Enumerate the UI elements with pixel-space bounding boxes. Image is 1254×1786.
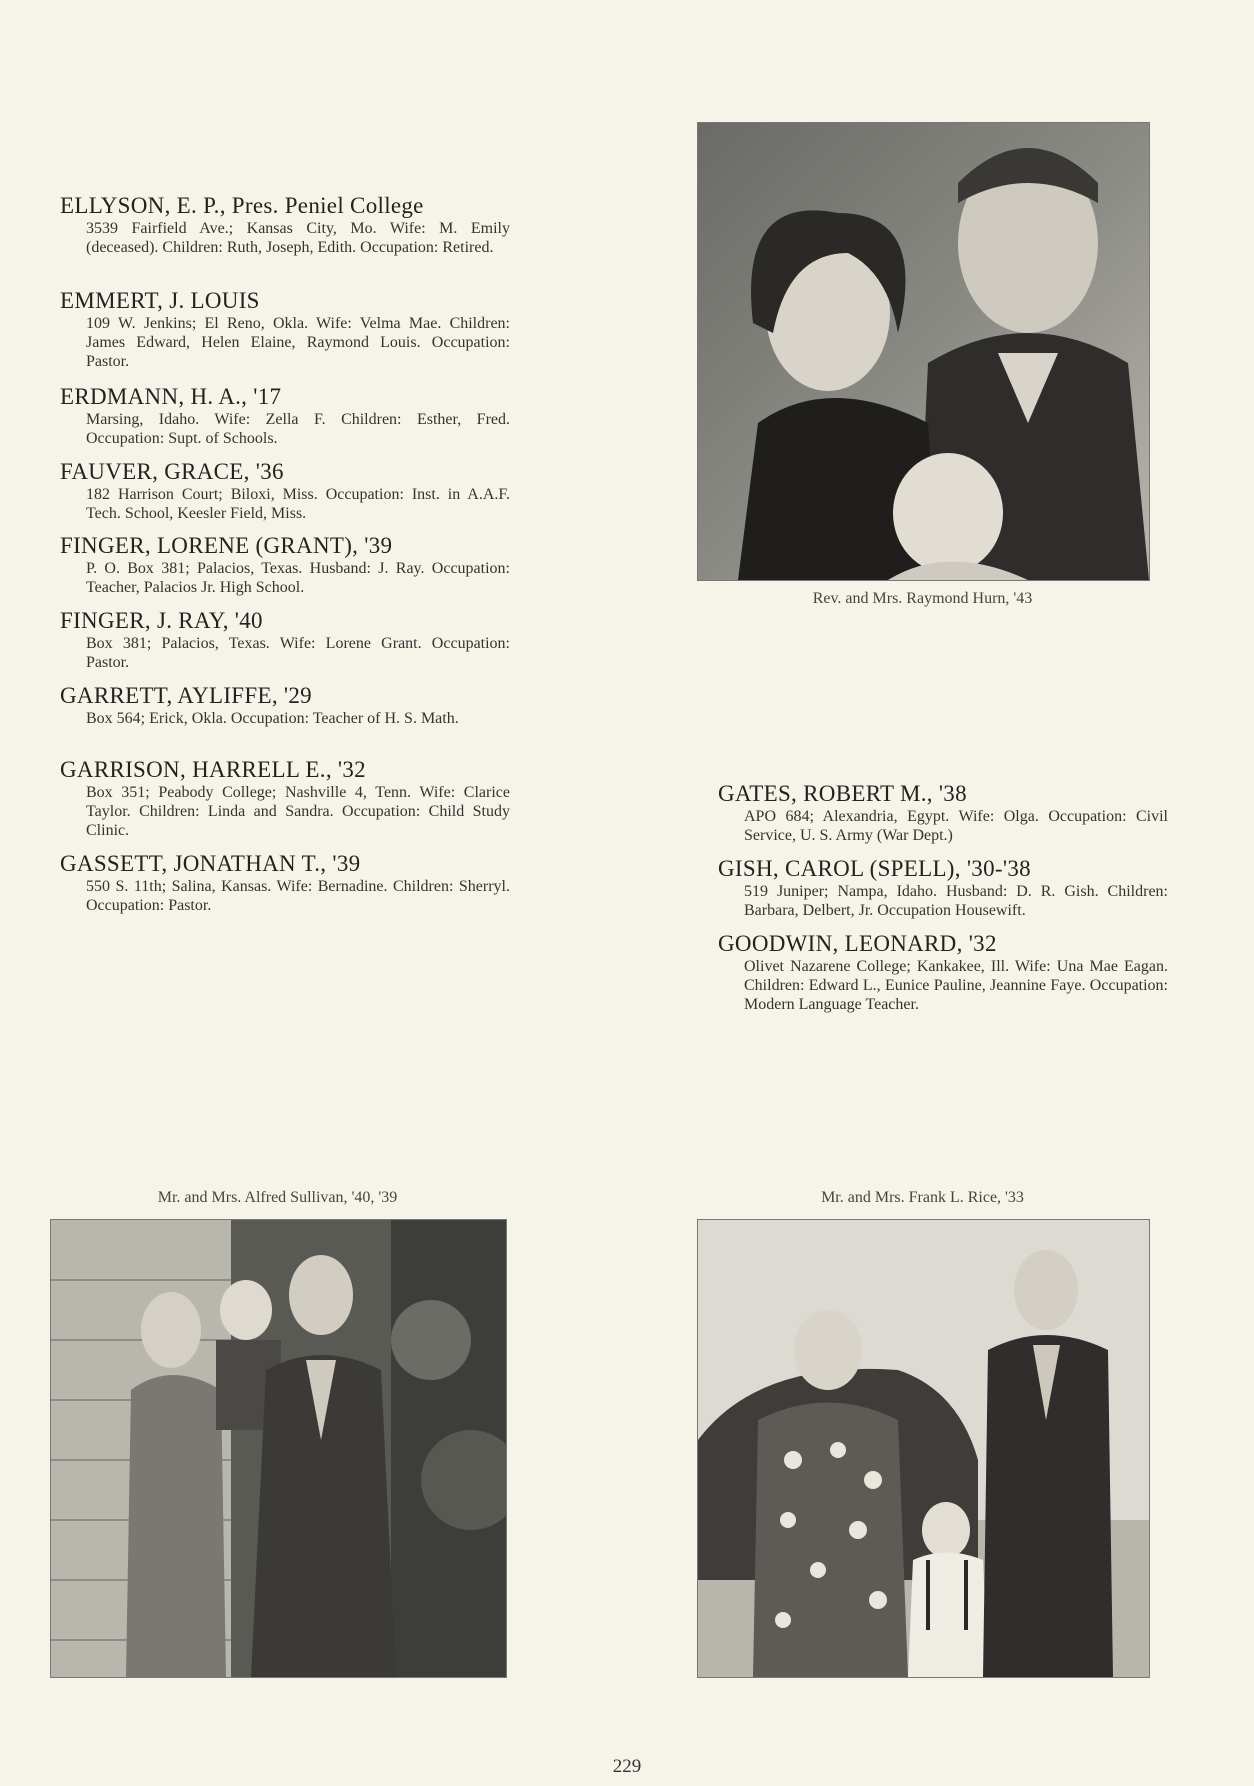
- entry-name: ELLYSON, E. P., Pres. Peniel College: [60, 193, 424, 218]
- hurn-photo-caption: Rev. and Mrs. Raymond Hurn, '43: [812, 590, 1033, 607]
- entry-name: FAUVER, GRACE, '36: [60, 459, 284, 484]
- alumni-entry: [60, 683, 510, 728]
- alumni-entry: [718, 931, 1168, 1014]
- entry-details: Box 381; Palacios, Texas. Wife: Lorene Grant. Occupation: Pastor.: [86, 635, 510, 671]
- entry-name: GATES, ROBERT M., '38: [718, 781, 967, 806]
- entry-name: GARRISON, HARRELL E., '32: [60, 757, 366, 782]
- entry-name: EMMERT, J. LOUIS: [60, 288, 260, 313]
- entry-name: GARRETT, AYLIFFE, '29: [60, 683, 312, 708]
- alumni-entry: [60, 384, 510, 448]
- rice-photo-caption: Mr. and Mrs. Frank L. Rice, '33: [821, 1189, 1024, 1206]
- entry-details: 550 S. 11th; Salina, Kansas. Wife: Bernadine. Children: Sherryl. Occupation: Pastor.: [86, 878, 510, 914]
- alumni-entry: [60, 533, 510, 597]
- entry-name: GISH, CAROL (SPELL), '30-'38: [718, 856, 1031, 881]
- sullivan-family-photo: [50, 1219, 507, 1678]
- entry-details: Olivet Nazarene College; Kankakee, Ill. Wife: Una Mae Eagan. Children: Edward L., Eunice Pauline, Jeannine Faye. Occupation: Modern Language Teacher.: [744, 958, 1168, 1013]
- alumni-entry: [60, 851, 510, 915]
- entry-details: Box 564; Erick, Okla. Occupation: Teacher of H. S. Math.: [86, 710, 459, 727]
- entry-name: FINGER, J. RAY, '40: [60, 608, 263, 633]
- entry-details: 182 Harrison Court; Biloxi, Miss. Occupation: Inst. in A.A.F. Tech. School, Keesler Field, Miss.: [86, 486, 510, 522]
- entry-details: APO 684; Alexandria, Egypt. Wife: Olga. Occupation: Civil Service, U. S. Army (War Dept.): [744, 808, 1168, 844]
- hurn-family-photo: [697, 122, 1150, 581]
- rice-family-photo: [697, 1219, 1150, 1678]
- entry-details: 109 W. Jenkins; El Reno, Okla. Wife: Velma Mae. Children: James Edward, Helen Elaine, Raymond Louis. Occupation: Pastor.: [86, 315, 510, 370]
- alumni-entry: [60, 459, 510, 523]
- alumni-entry: [60, 193, 510, 257]
- entry-name: FINGER, LORENE (GRANT), '39: [60, 533, 393, 558]
- sullivan-photo-caption: Mr. and Mrs. Alfred Sullivan, '40, '39: [157, 1189, 398, 1206]
- entry-name: GOODWIN, LEONARD, '32: [718, 931, 997, 956]
- entry-details: Marsing, Idaho. Wife: Zella F. Children: Esther, Fred. Occupation: Supt. of Schools.: [86, 411, 510, 447]
- entry-details: 3539 Fairfield Ave.; Kansas City, Mo. Wife: M. Emily (deceased). Children: Ruth, Joseph, Edith. Occupation: Retired.: [86, 220, 510, 256]
- alumni-entry: [718, 856, 1168, 920]
- alumni-entry: [60, 288, 510, 371]
- alumni-entry: [718, 781, 1168, 845]
- entry-details: 519 Juniper; Nampa, Idaho. Husband: D. R. Gish. Children: Barbara, Delbert, Jr. Occupation Housewift.: [744, 883, 1168, 919]
- page-number: 229: [612, 1756, 642, 1777]
- entry-details: Box 351; Peabody College; Nashville 4, Tenn. Wife: Clarice Taylor. Children: Linda and Sandra. Occupation: Child Study Clinic.: [86, 784, 510, 839]
- alumni-entry: [60, 608, 510, 672]
- entry-details: P. O. Box 381; Palacios, Texas. Husband: J. Ray. Occupation: Teacher, Palacios Jr. High School.: [86, 560, 510, 596]
- alumni-entry: [60, 757, 510, 840]
- entry-name: ERDMANN, H. A., '17: [60, 384, 282, 409]
- entry-name: GASSETT, JONATHAN T., '39: [60, 851, 361, 876]
